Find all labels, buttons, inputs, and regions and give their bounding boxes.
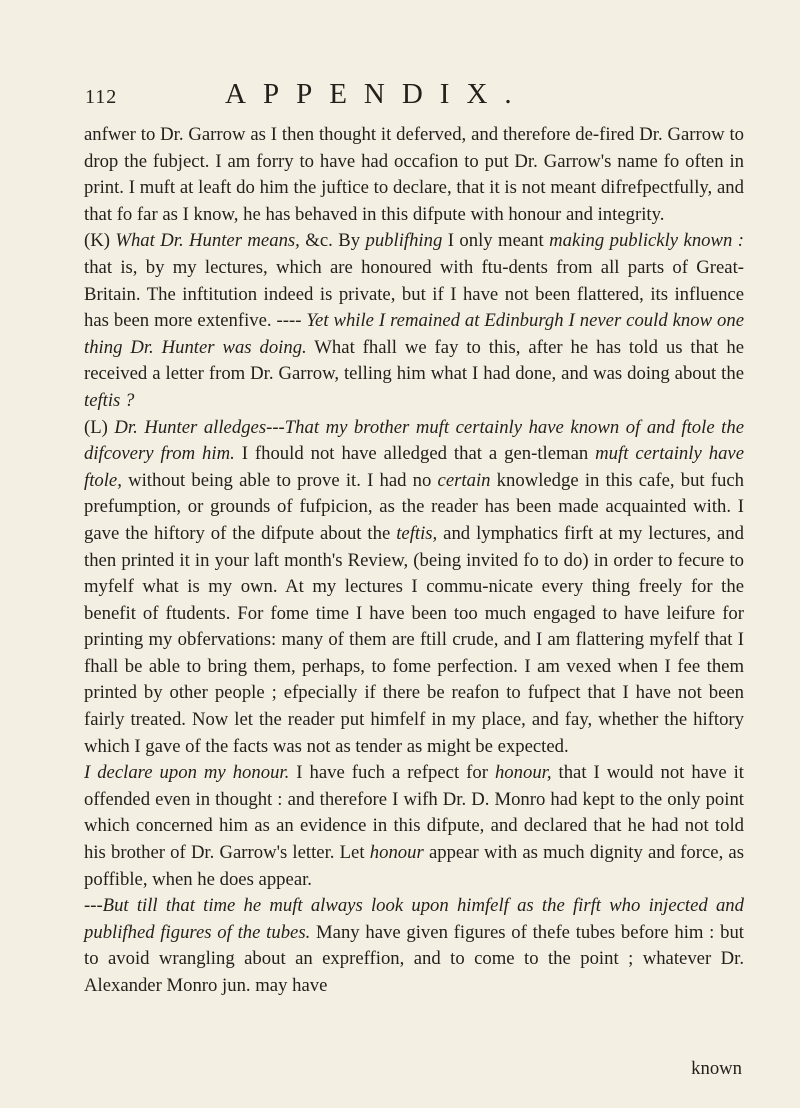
text-run: without being able to prove it. I had no [121,469,438,491]
italic-run: certain [437,469,491,491]
page-header [85,78,740,112]
italic-run: making publickly known : [549,230,744,252]
text-run: (K) [84,230,116,252]
text-run: that I would not have it offended even in thought : and therefore I wifh Dr. D. Monro had kept to the only point which concerned him as an evidence in this difpute, and declared that he had not told his brother of Dr. Garrow's letter. Let [84,762,745,864]
text-run: &c. By [299,230,366,252]
text-run: What fhall we fay to this, after he has told us that he received a letter from Dr. Garrow, telling him what I had done, and was doing about the [84,336,745,385]
italic-run: What Dr. Hunter means, [115,230,300,252]
italic-run: teftis, [396,522,438,544]
text-run: and lymphatics firft at my lectures, and then printed it in your laft month's Review, (being invited fo to do) in order to fecure to myfelf what is my own. At my lectures I commu-nicate every thing freely for the benefit of ftudents. For fome time I have been too much engaged to have leifure for printing my obfervations: many of them are ftill crude, and I am flattering myfelf that I fhall be able to bring them, perhaps, to fome perfection. I am vexed when I fee them printed by other people ; efpecially if there be reafon to fufpect that I have not been fairly treated. Now let the reader put himfelf in my place, and fay, whether the hiftory which I gave of the facts was not as tender as might be expected. [84,522,744,757]
text-run: appear with as much dignity and force, as poffible, when he does appear. [84,842,745,890]
italic-run: But till that time he muft always look upon himfelf as the firft who injected and publifhed figures of the tubes. [84,895,744,943]
paragraph [84,760,744,893]
paragraph [84,893,744,999]
text-run: I only meant [442,230,550,252]
paragraph [84,228,744,414]
paragraph [84,415,744,761]
italic-run: honour, [494,762,552,784]
italic-run: publifhing [365,230,443,252]
italic-run: Yet while I remained at Edinburgh I never could know one thing Dr. Hunter was doing. [84,310,744,358]
paragraph [84,122,744,228]
text-run: I have fuch a refpect for [289,762,495,784]
page-number: 112 [85,86,118,108]
text-run: anfwer to Dr. Garrow as I then thought it deferved, and therefore de-fired Dr. Garrow to drop the fubject. I am forry to have had occafion to put Dr. Garrow's name fo often in print. I muft at leaft do him the juftice to declare, that it is not meant difrefpectfully, and that fo far as I know, he has behaved in this difpute with honour and integrity. [84,124,744,225]
text-run: I fhould not have alledged that a gen-tleman [234,443,596,465]
italic-run: muft certainly have ftole, [84,443,744,491]
text-run: that is, by my lectures, which are honoured with ftu-dents from all parts of Great-Britain. The inftitution indeed is private, but if I have not been flattered, its influence has been more extenfive. ---- [84,256,744,332]
text-run: --- [84,895,103,917]
italic-run: I declare upon my honour. [84,762,290,784]
running-head: APPENDIX. [225,78,529,110]
text-run: knowledge in this cafe, but fuch prefumption, or grounds of fufpicion, as the reader has been made acquainted with. I gave the hiftory of the difpute about the [84,469,744,544]
italic-run: teftis ? [84,389,135,411]
catchword: known [691,1058,742,1079]
body-text [84,122,744,1000]
italic-run: honour [369,842,424,864]
italic-run: Dr. Hunter alledges---That my brother muft certainly have known of and ftole the difcovery from him. [84,416,744,465]
text-run: (L) [84,416,115,438]
text-run: Many have given figures of thefe tubes before him : but to avoid wrangling about an expreffion, and to come to the point ; whatever Dr. Alexander Monro jun. may have [84,921,744,996]
